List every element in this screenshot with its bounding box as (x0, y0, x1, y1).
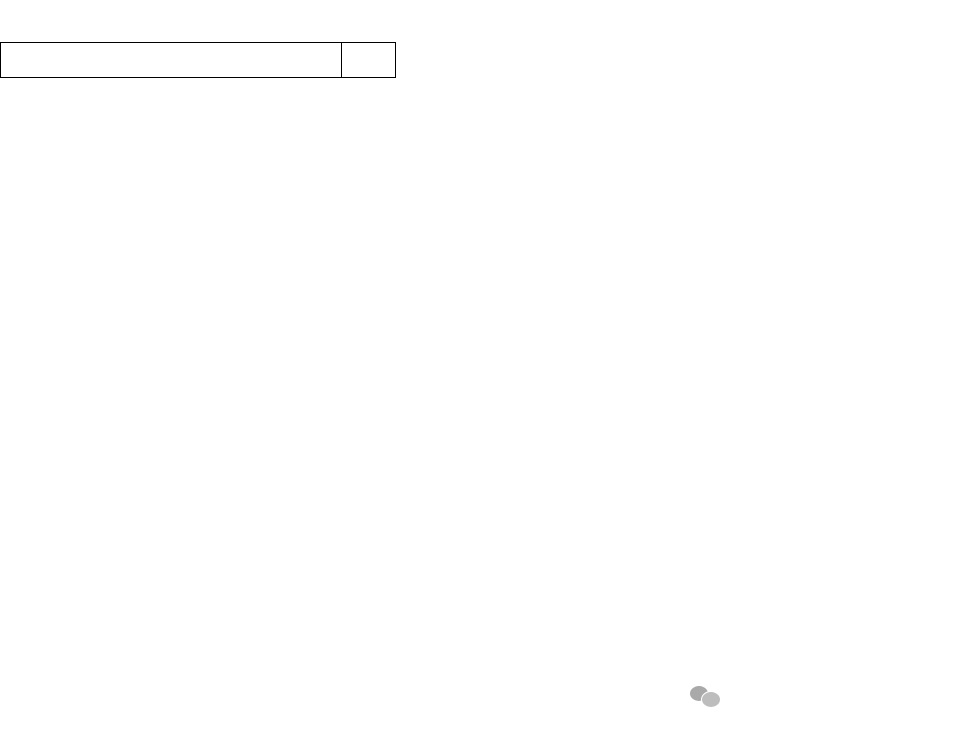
responsibility-table (0, 42, 975, 78)
wechat-icon (690, 684, 720, 706)
header-vp (342, 43, 396, 78)
watermark (690, 680, 728, 710)
header-task (1, 43, 342, 78)
